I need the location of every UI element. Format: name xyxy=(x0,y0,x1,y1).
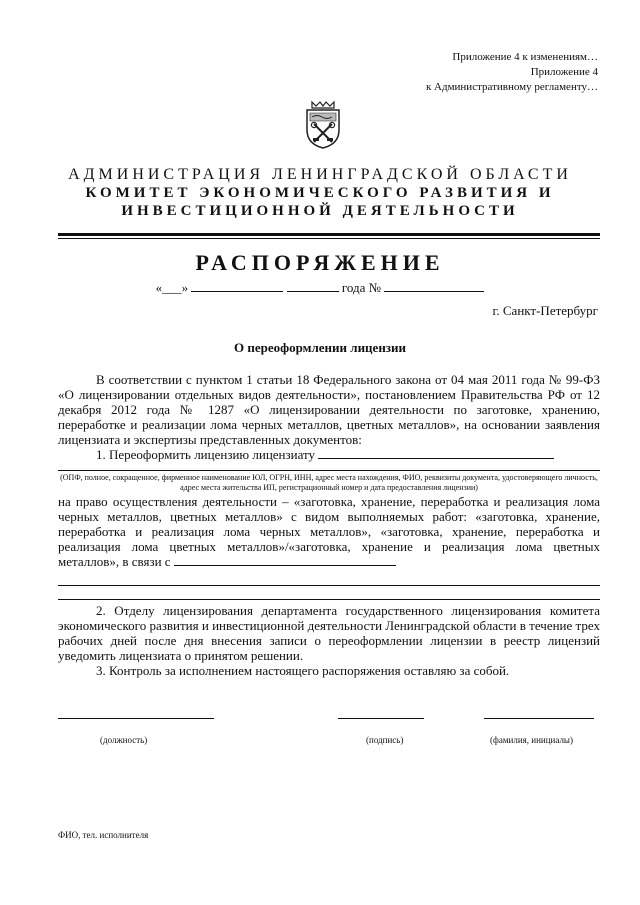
position-signature-line[interactable] xyxy=(58,718,214,719)
date-year-field[interactable] xyxy=(287,280,339,292)
date-month-field[interactable] xyxy=(191,280,283,292)
document-subject: О переоформлении лицензии xyxy=(233,340,407,355)
coat-of-arms-icon xyxy=(302,100,344,150)
header-divider-thin xyxy=(58,238,600,239)
name-signature-line[interactable] xyxy=(484,718,594,719)
date-day: «___» xyxy=(155,280,189,295)
licensee-field[interactable] xyxy=(318,447,554,459)
licensee-field-line-2[interactable] xyxy=(58,470,600,471)
header-note-line-3: к Административному регламенту… xyxy=(425,81,598,93)
header-note xyxy=(426,50,598,95)
item-1-label: 1. Переоформить лицензию лицензиату xyxy=(96,447,316,462)
organization-line-1: АДМИНИСТРАЦИЯ ЛЕНИНГРАДСКОЙ ОБЛАСТИ xyxy=(68,166,572,183)
item-1-line xyxy=(58,447,600,462)
document-number-field[interactable] xyxy=(384,280,484,292)
city: г. Санкт-Петербург xyxy=(492,303,598,318)
item-3-paragraph: 3. Контроль за исполнением настоящего распоряжения оставляю за собой. xyxy=(96,663,510,678)
date-number-line xyxy=(0,280,640,296)
item-2-paragraph: 2. Отделу лицензирования департамента государственного лицензирования комитета экономического развития и инвестиционной деятельности Ленинградской области в течение трех рабочих дней после дня внесения записи о переоформлении лицензии в реестр лицензий уведомить лицензиата о принятом решении. xyxy=(58,603,600,663)
licensee-field-note: (ОПФ, полное, сокращенное, фирменное наименование ЮЛ, ОГРН, ИНН, адрес места нахождения, ФИО, реквизиты документа, удостоверяющего личность, адрес места жительства ИП, регистрационный номер и дата предоставления лицензии) xyxy=(60,473,598,492)
document-title: РАСПОРЯЖЕНИЕ xyxy=(195,250,445,275)
reason-field[interactable] xyxy=(174,554,396,566)
header-note-line-2: Приложение 4 xyxy=(530,66,598,78)
organization-name xyxy=(0,184,640,220)
organization-line-2: КОМИТЕТ ЭКОНОМИЧЕСКОГО РАЗВИТИЯ И xyxy=(85,185,555,201)
reason-field-line-2[interactable] xyxy=(58,585,600,586)
signature-line[interactable] xyxy=(338,718,424,719)
organization-line-3: ИНВЕСТИЦИОННОЙ ДЕЯТЕЛЬНОСТИ xyxy=(121,203,519,219)
reason-field-line-3[interactable] xyxy=(58,599,600,600)
signature-label: (подпись) xyxy=(366,735,404,745)
item-1-text: на право осуществления деятельности – «заготовка, хранение, переработка и реализация лома черных металлов, цветных металлов» с видом выполняемых работ: «заготовка, хранение, переработка и реализация лома черных металлов», «заготовка, хранение, переработка и реализация лома цветных металлов»/«заготовка, хранение и реализация лома цветных металлов», в связи с xyxy=(58,494,600,569)
date-suffix: года № xyxy=(341,280,382,295)
header-divider-thick xyxy=(58,233,600,236)
header-note-line-1: Приложение 4 к изменениям… xyxy=(452,51,598,63)
intro-paragraph: В соответствии с пунктом 1 статьи 18 Федерального закона от 04 мая 2011 года № 99-ФЗ «О лицензировании отдельных видов деятельности», постановлением Правительства РФ от 12 декабря 2012 года № 1287 «О лицензировании деятельности по заготовке, хранению, переработке и реализации лома черных металлов, цветных металлов», на основании заявления лицензиата и экспертизы представленных документов: xyxy=(58,372,600,447)
executor-contact: ФИО, тел. исполнителя xyxy=(58,830,149,840)
name-label: (фамилия, инициалы) xyxy=(490,735,573,745)
item-1-paragraph xyxy=(58,494,600,569)
position-label: (должность) xyxy=(100,735,148,745)
